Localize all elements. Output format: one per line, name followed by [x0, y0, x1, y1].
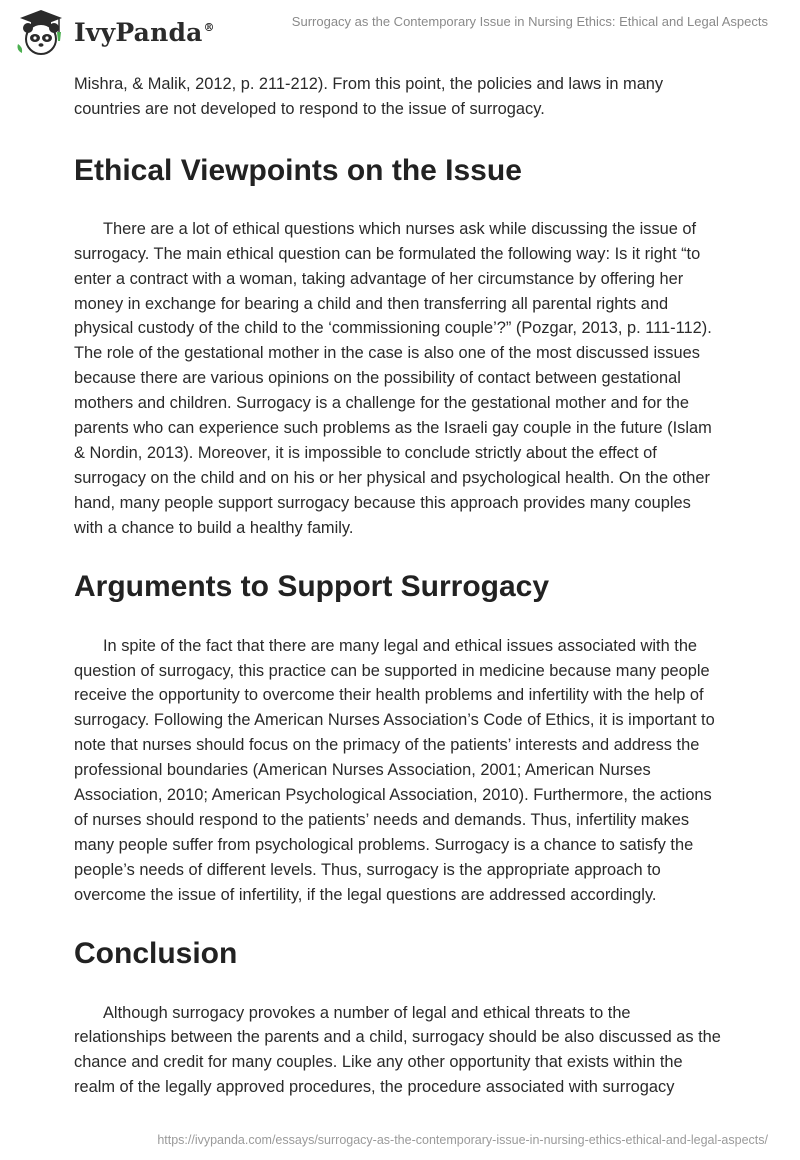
registered-mark: ®	[203, 21, 215, 35]
brand-logo[interactable]	[14, 8, 215, 56]
document-title: Surrogacy as the Contemporary Issue in Nursing Ethics: Ethical and Legal Aspects	[291, 14, 768, 29]
intro-paragraph: Mishra, & Malik, 2012, p. 211-212). From this point, the policies and laws in many countries are not developed to respond to the issue of surrogacy.	[74, 75, 664, 118]
panda-graduate-icon	[14, 8, 68, 56]
section-heading-ethical-viewpoints: Ethical Viewpoints on the Issue	[74, 153, 522, 187]
section-heading-conclusion: Conclusion	[74, 936, 238, 970]
section-paragraph-conclusion: Although surrogacy provokes a number of legal and ethical threats to the relationships between the parents and a child, surrogacy should be also discussed as the chance and credit for many couples. Like any other opportunity that exists within the realm of the legally approved procedures, the procedure associated with surrogacy	[74, 1003, 721, 1097]
page-header	[0, 0, 800, 62]
section-heading-arguments: Arguments to Support Surrogacy	[74, 569, 550, 603]
section-paragraph-arguments: In spite of the fact that there are many legal and ethical issues associated with the question of surrogacy, this practice can be supported in medicine because many people receive the opportunity to overcome their health problems and infertility with the help of surrogacy. Following the American Nurses Association’s Code of Ethics, it is important to note that nurses should focus on the primacy of the patients’ interests and address the professional boundaries (American Nurses Association, 2001; American Nurses Association, 2010; American Psychological Association, 2010). Furthermore, the actions of nurses should respond to the patients’ needs and demands. Thus, infertility makes many people suffer from psychological problems. Surrogacy is a chance to satisfy the people’s needs of different levels. Thus, surrogacy is the appropriate approach to overcome the issue of infertility, if the legal questions are addressed accordingly.	[74, 636, 715, 904]
section-paragraph-ethical-viewpoints: There are a lot of ethical questions which nurses ask while discussing the issue of surrogacy. The main ethical question can be formulated the following way: Is it right “to enter a contract with a woman, taking advantage of her circumstance by offering her money in exchange for bearing a child and then transferring all parental rights and physical custody of the child to the ‘commissioning couple’?” (Pozgar, 2013, p. 111-112). The role of the gestational mother in the case is also one of the most discussed issues because there are various opinions on the possibility of contact between gestational mothers and children. Surrogacy is a challenge for the gestational mother and for the parents who can experience such problems as the Israeli gay couple in the future (Islam & Nordin, 2013). Moreover, it is impossible to conclude strictly about the effect of surrogacy on the child and on his or her physical and psychological health. On the other hand, many people support surrogacy because this approach provides many couples with a chance to build a healthy family.	[74, 219, 712, 537]
essay-body	[74, 72, 722, 1100]
source-url[interactable]: https://ivypanda.com/essays/surrogacy-as-the-contemporary-issue-in-nursing-ethics-ethical-and-legal-aspects/	[157, 1133, 768, 1147]
brand-name: IvyPanda®	[74, 17, 215, 47]
